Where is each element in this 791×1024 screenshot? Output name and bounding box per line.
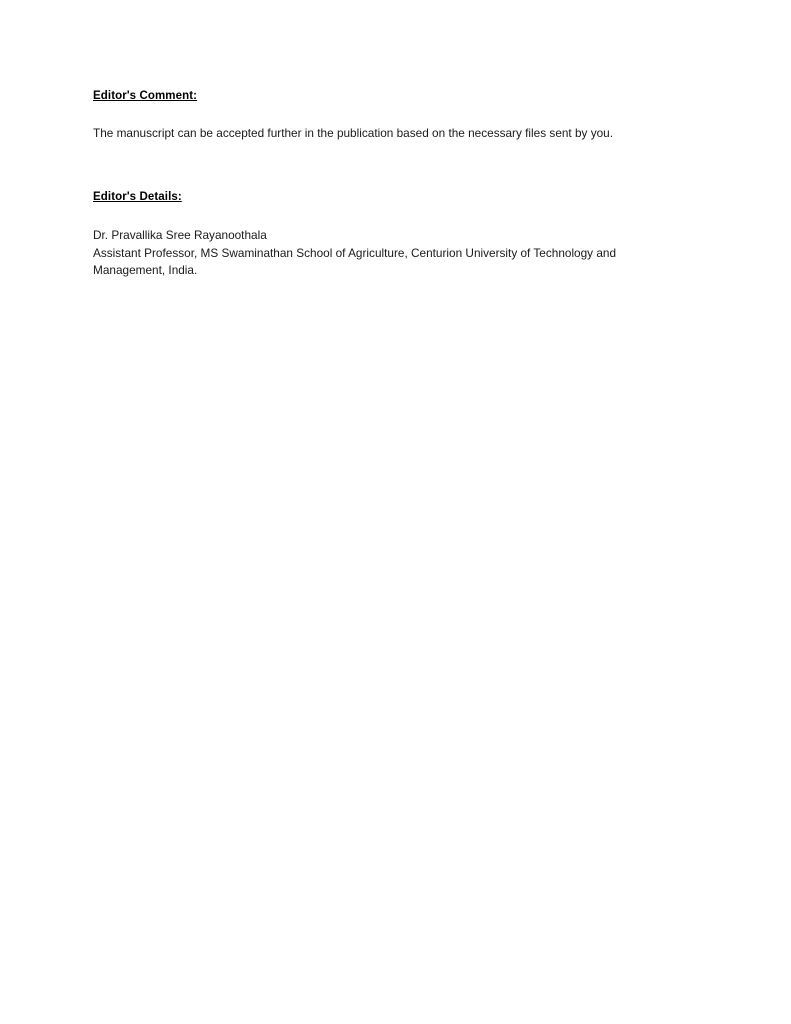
editors-details-heading: Editor's Details:	[93, 191, 182, 204]
spacer	[93, 142, 673, 189]
editor-affiliation: Assistant Professor, MS Swaminathan School of Agriculture, Centurion University of Technology and Management, India.	[93, 245, 617, 278]
editors-comment-text: The manuscript can be accepted further in the publication based on the necessary files sent by you.	[93, 126, 614, 141]
editor-name: Dr. Pravallika Sree Rayanoothala	[93, 228, 267, 243]
spacer	[93, 205, 673, 227]
document-content	[93, 88, 673, 280]
spacer	[93, 104, 673, 125]
editors-comment-heading: Editor's Comment:	[93, 90, 198, 102]
